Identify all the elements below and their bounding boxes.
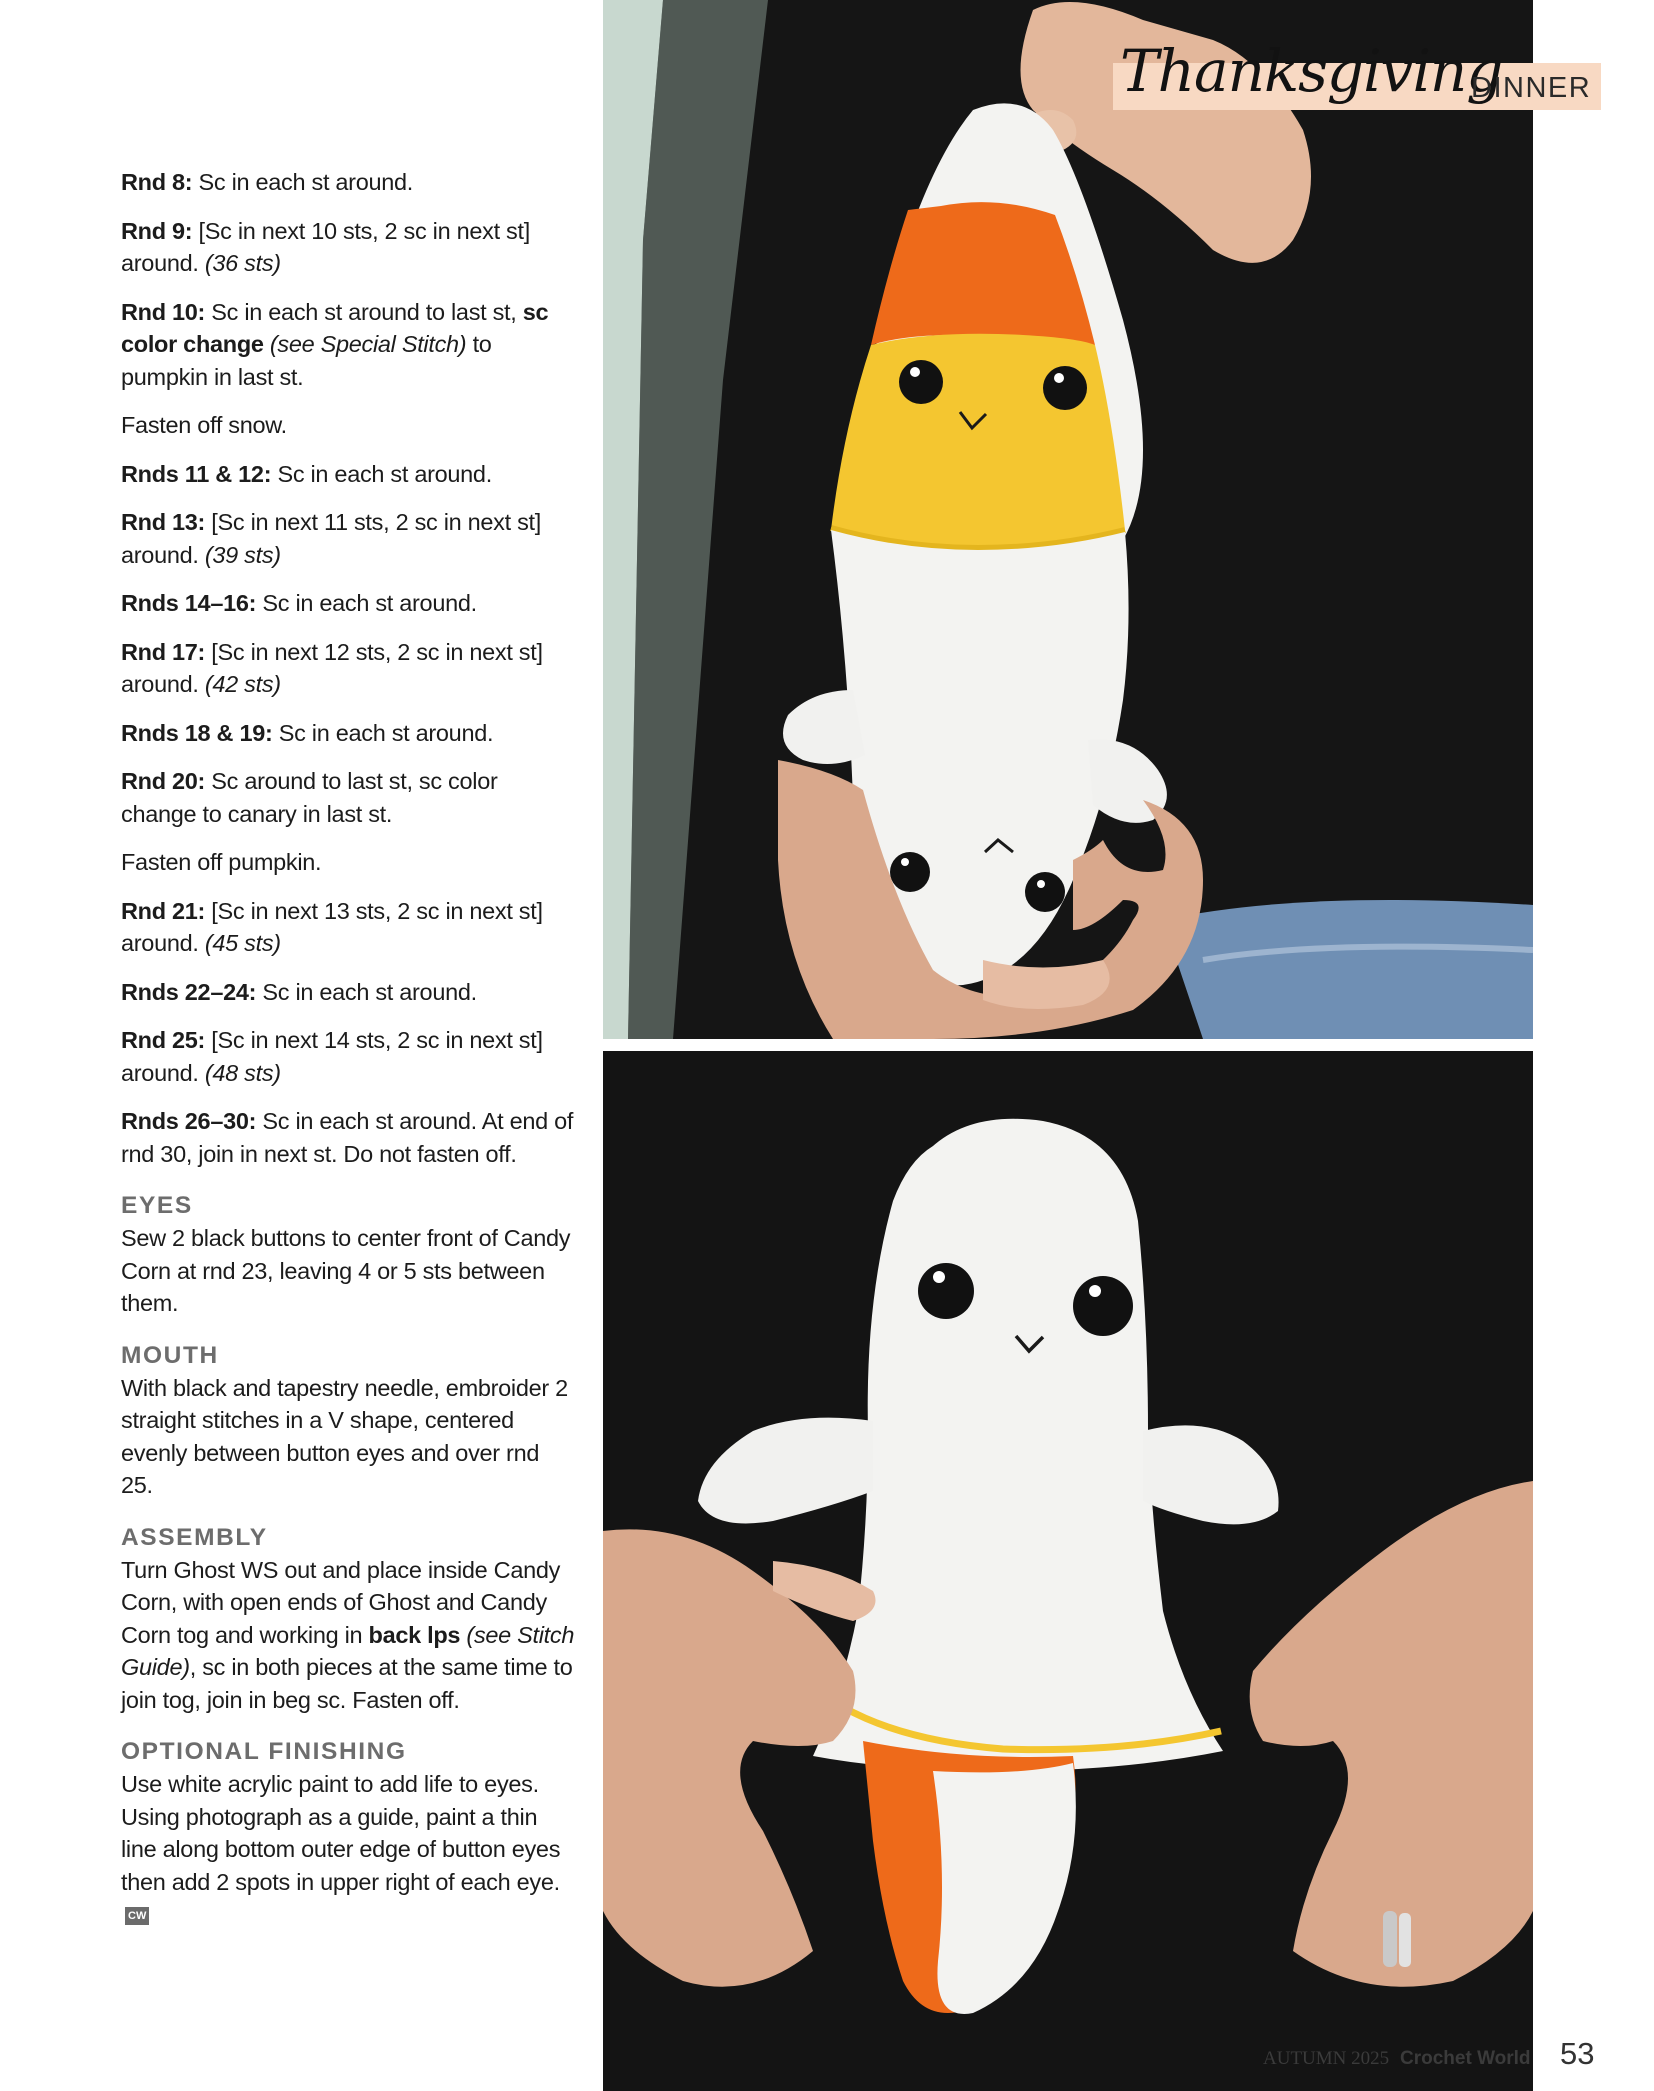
candy-corn-plush-illustration (603, 0, 1533, 1039)
assembly-bold-term: back lps (368, 1621, 461, 1648)
round-text: [Sc in next 13 sts, 2 sc in next st] around. (121, 897, 543, 956)
eyes-heading: EYES (121, 1192, 193, 1219)
round-text: Sc in each st around. At end of rnd 30, join in next st. Do not fasten off. (121, 1108, 574, 1167)
round-text: [Sc in next 10 sts, 2 sc in next st] around. (121, 217, 530, 276)
rnd-9 (121, 215, 576, 280)
round-text: Sc in each st around. (256, 590, 477, 616)
rnds-22-24 (121, 976, 576, 1009)
rnd-25 (121, 1024, 576, 1089)
round-label: Rnds 14–16: (121, 590, 257, 616)
footer-issue: AUTUMN 2025 (1263, 2048, 1390, 2069)
rnds-26-30 (121, 1105, 576, 1170)
rnd-17 (121, 636, 576, 701)
photo-ghost-reversed-bottom (603, 1051, 1533, 2091)
round-text: [Sc in next 14 sts, 2 sc in next st] around. (121, 1027, 543, 1086)
rnd-13 (121, 506, 576, 571)
fasten-off-snow: Fasten off snow. (121, 412, 287, 438)
rnd-8 (121, 166, 576, 199)
footer-magazine-title: Crochet World (1400, 2048, 1531, 2069)
photo-candy-corn-ghost-top (603, 0, 1533, 1039)
banner-section-word: DINNER (1471, 72, 1592, 104)
assembly-heading: ASSEMBLY (121, 1523, 268, 1551)
round-label: Rnds 11 & 12: (121, 460, 272, 487)
banner-script-title: Thanksgiving (1120, 37, 1503, 105)
stitch-count: (42 sts) (204, 671, 281, 697)
fasten-off-pumpkin: Fasten off pumpkin. (121, 849, 322, 875)
round-text: Sc around to last st, sc color change to canary in last st. (121, 768, 498, 827)
finishing-heading: OPTIONAL FINISHING (121, 1738, 407, 1765)
eyes-body: Sew 2 black buttons to center front of Candy Corn at rnd 23, leaving 4 or 5 sts between them. (121, 1225, 571, 1316)
finishing-text: Use white acrylic paint to add life to eyes. Using photograph as a guide, paint a thin line along bottom outer edge of button eyes then add 2 spots in upper right of each eye. (121, 1771, 561, 1895)
stitch-count: (36 sts) (204, 250, 281, 276)
round-text: Sc in each st around. (256, 978, 477, 1005)
round-label: Rnd 9: (121, 217, 193, 244)
round-text: [Sc in next 11 sts, 2 sc in next st] around. (121, 509, 541, 568)
round-label: Rnd 20: (121, 768, 206, 794)
instructions-column (121, 166, 576, 1947)
round-reference: (see Special Stitch) (263, 331, 467, 357)
stitch-count: (48 sts) (204, 1059, 281, 1086)
round-label: Rnd 13: (121, 509, 206, 535)
stitch-count: (39 sts) (204, 541, 281, 568)
rnds-11-12 (121, 458, 576, 491)
finishing-body (121, 1768, 576, 1931)
rnds-18-19 (121, 717, 576, 750)
ghost-plush-illustration (603, 1051, 1533, 2091)
rnd-10 (121, 296, 576, 394)
round-label: Rnd 10: (121, 298, 206, 325)
round-label: Rnd 8: (121, 169, 193, 195)
end-mark-badge: CW (125, 1907, 149, 1925)
round-text: Sc in each st around to last st, (205, 298, 523, 325)
mouth-heading: MOUTH (121, 1341, 219, 1369)
mouth-body: With black and tapestry needle, embroider 2 straight stitches in a V shape, centered evenly between button eyes and over rnd 25. (121, 1374, 568, 1498)
assembly-body (121, 1554, 576, 1717)
round-text: [Sc in next 12 sts, 2 sc in next st] around. (121, 638, 543, 697)
round-label: Rnd 21: (121, 897, 206, 924)
assembly-reference: (see Stitch Guide) (121, 1621, 575, 1680)
page-number: 53 (1560, 2036, 1595, 2071)
stitch-count: (45 sts) (204, 930, 281, 956)
round-text: Sc in each st around. (272, 719, 494, 746)
round-label: Rnd 17: (121, 638, 206, 665)
assembly-text: Turn Ghost WS out and place inside Candy Corn, with open ends of Ghost and Candy Corn tog and working in (121, 1556, 561, 1648)
round-label: Rnds 22–24: (121, 978, 257, 1005)
rnd-20 (121, 765, 576, 830)
rnd-21 (121, 895, 576, 960)
round-label: Rnds 26–30: (121, 1108, 257, 1134)
round-label: Rnds 18 & 19: (121, 719, 273, 746)
assembly-text-tail: , sc in both pieces at the same time to join tog, join in beg sc. Fasten off. (121, 1654, 573, 1713)
rnds-14-16 (121, 587, 576, 620)
round-label: Rnd 25: (121, 1027, 206, 1053)
round-text-tail: to pumpkin in last st. (121, 331, 492, 390)
round-bold-term: sc color change (121, 298, 549, 357)
round-text: Sc in each st around. (271, 460, 492, 487)
round-text: Sc in each st around. (192, 169, 414, 195)
